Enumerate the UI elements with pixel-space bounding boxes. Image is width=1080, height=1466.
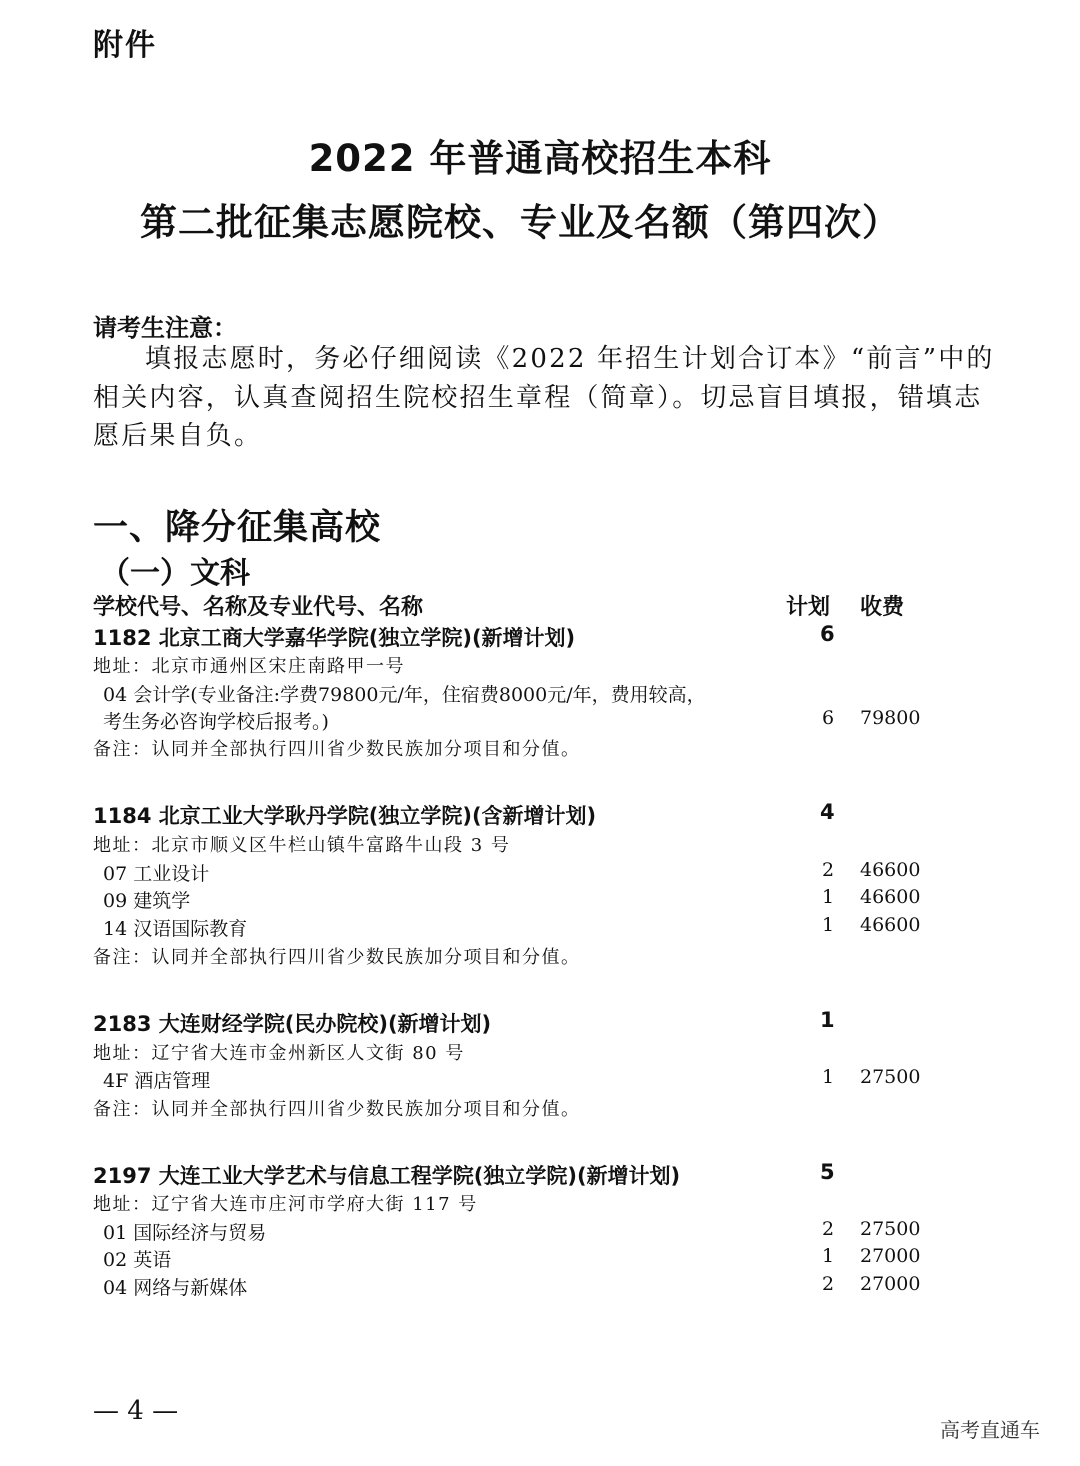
major-fee: 46600 <box>860 914 921 936</box>
note-text: 备注：认同并全部执行四川省少数民族加分项目和分值。 <box>93 947 581 968</box>
address-text: 地址：北京市通州区宋庄南路甲一号 <box>93 656 405 677</box>
address-text: 地址：辽宁省大连市庄河市学府大街 117 号 <box>93 1194 478 1215</box>
major-plan: 2 <box>822 859 835 881</box>
major-plan: 1 <box>822 886 835 908</box>
school-note <box>0 943 1080 971</box>
major-text: 考生务必咨询学校后报考。) <box>103 711 329 733</box>
major-row <box>0 1218 1080 1246</box>
school-note <box>0 1095 1080 1123</box>
school-name: 2197 大连工业大学艺术与信息工程学院(独立学院)(新增计划) <box>93 1164 681 1188</box>
major-text: 04 网络与新媒体 <box>103 1277 248 1299</box>
school-plan: 1 <box>820 1008 835 1032</box>
major-fee: 79800 <box>860 707 921 729</box>
major-fee: 27500 <box>860 1066 921 1088</box>
major-text: 4F 酒店管理 <box>103 1070 211 1092</box>
title-line-2: 第二批征集志愿院校、专业及名额（第四次） <box>140 201 900 244</box>
major-fee: 46600 <box>860 859 921 881</box>
major-text: 01 国际经济与贸易 <box>103 1222 267 1244</box>
major-text: 09 建筑学 <box>103 890 191 912</box>
major-text: 02 英语 <box>103 1249 172 1271</box>
school-note <box>0 735 1080 763</box>
table-header-name: 学校代号、名称及专业代号、名称 <box>93 595 424 620</box>
school-address <box>0 1039 1080 1067</box>
school-plan: 4 <box>820 800 835 824</box>
table-header-plan: 计划 <box>786 595 831 620</box>
major-fee: 27500 <box>860 1218 921 1240</box>
school-address <box>0 831 1080 859</box>
school-name: 1184 北京工业大学耿丹学院(独立学院)(含新增计划) <box>93 804 597 828</box>
major-row <box>0 914 1080 942</box>
school-address <box>0 1190 1080 1218</box>
title-line-1: 2022 年普通高校招生本科 <box>308 137 772 180</box>
major-fee: 27000 <box>860 1245 921 1267</box>
major-row <box>0 680 1080 708</box>
school-plan: 6 <box>820 622 835 646</box>
major-text: 14 汉语国际教育 <box>103 918 248 940</box>
major-row <box>0 859 1080 887</box>
major-plan: 2 <box>822 1218 835 1240</box>
address-text: 地址：北京市顺义区牛栏山镇牛富路牛山段 3 号 <box>93 835 511 856</box>
major-row <box>0 1066 1080 1094</box>
school-row <box>0 1160 1080 1188</box>
note-text: 备注：认同并全部执行四川省少数民族加分项目和分值。 <box>93 1099 581 1120</box>
school-row <box>0 1008 1080 1036</box>
attachment-label: 附件 <box>93 28 157 63</box>
table-header-fee: 收费 <box>860 595 905 620</box>
notice-body: 填报志愿时，务必仔细阅读《2022 年招生计划合订本》“前言”中的相关内容，认真查阅招生院校招生章程（简章）。切忌盲目填报，错填志愿后果自负。 <box>93 344 995 451</box>
school-name: 1182 北京工商大学嘉华学院(独立学院)(新增计划) <box>93 626 576 650</box>
school-address <box>0 652 1080 680</box>
major-text: 07 工业设计 <box>103 863 210 885</box>
major-plan: 1 <box>822 1066 835 1088</box>
page-number: — 4 — <box>93 1396 179 1426</box>
school-row <box>0 800 1080 828</box>
major-row <box>0 707 1080 735</box>
school-plan: 5 <box>820 1160 835 1184</box>
major-row <box>0 1245 1080 1273</box>
address-text: 地址：辽宁省大连市金州新区人文街 80 号 <box>93 1043 465 1064</box>
major-fee: 46600 <box>860 886 921 908</box>
school-name: 2183 大连财经学院(民办院校)(新增计划) <box>93 1012 492 1036</box>
notice-heading: 请考生注意： <box>93 314 237 342</box>
major-plan: 6 <box>822 707 835 729</box>
major-fee: 27000 <box>860 1273 921 1295</box>
subsection-heading: （一）文科 <box>100 556 250 591</box>
school-row <box>0 622 1080 650</box>
note-text: 备注：认同并全部执行四川省少数民族加分项目和分值。 <box>93 739 581 760</box>
major-plan: 2 <box>822 1273 835 1295</box>
major-row <box>0 886 1080 914</box>
major-plan: 1 <box>822 914 835 936</box>
major-plan: 1 <box>822 1245 835 1267</box>
major-row <box>0 1273 1080 1301</box>
watermark: 高考直通车 <box>940 1418 1040 1442</box>
major-text: 04 会计学(专业备注:学费79800元/年，住宿费8000元/年，费用较高， <box>103 684 706 706</box>
section-heading: 一、降分征集高校 <box>93 508 382 548</box>
